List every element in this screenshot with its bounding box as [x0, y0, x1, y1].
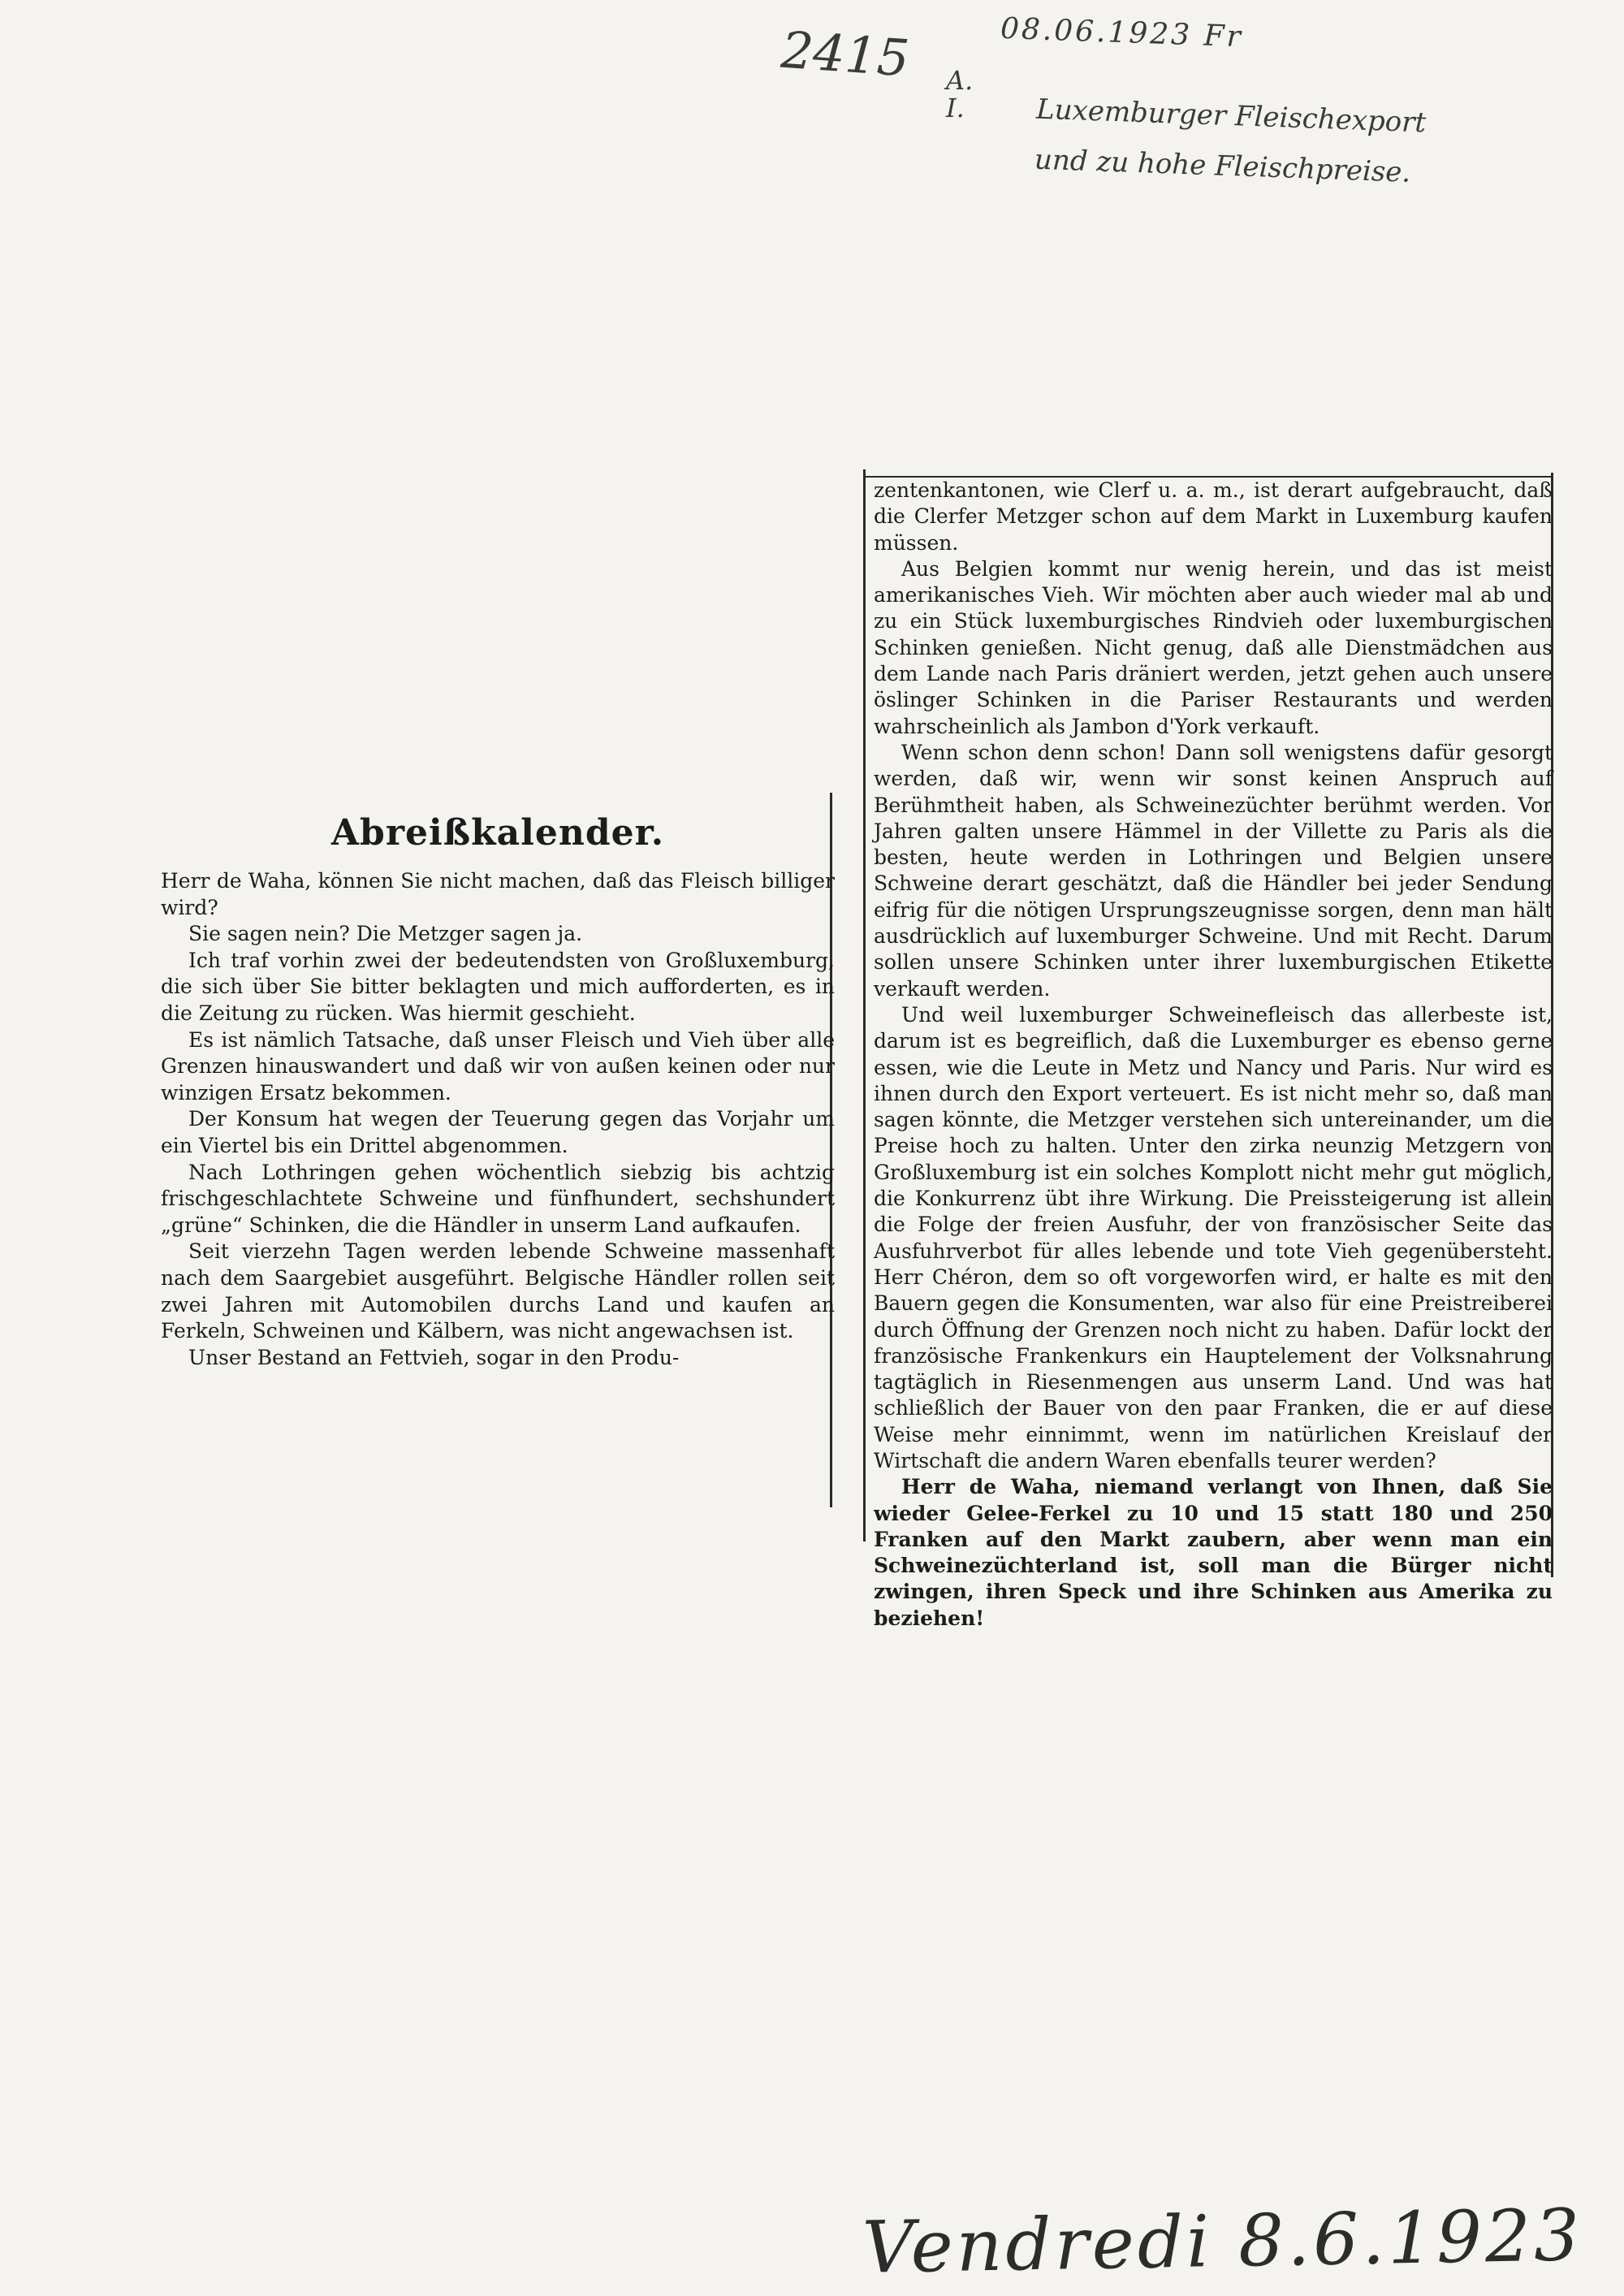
archive-number: 2415	[779, 19, 912, 89]
article-column-left	[161, 812, 835, 1371]
article-paragraph: Und weil luxemburger Schweinefleisch das allerbeste ist, darum ist es begreiflich, daß die Luxemburger es ebenso gerne essen, wie die Leute in Metz und Nancy und Paris. Nur wird es ihnen durch den Export verteuert. Es ist nicht mehr so, daß man sagen könnte, die Metzger verstehen sich untereinander, um die Preise hoch zu halten. Unter den zirka neunzig Metzgern von Großluxemburg ist ein solches Komplott nicht mehr gut möglich, die Konkurrenz übt ihre Wirkung. Die Preissteigerung ist allein die Folge der freien Ausfuhr, der von französischer Seite das Ausfuhrverbot für alles lebende und tote Vieh gegenübersteht. Herr Chéron, dem so oft vorgeworfen wird, er halte es mit den Bauern gegen die Konsumenten, war also für eine Preistreiberei durch Öffnung der Grenzen noch nicht zu haben. Dafür lockt der französische Frankenkurs ein Hauptelement der Volksnahrung tagtäglich in Riesenmengen aus unserm Land. Und was hat schließlich der Bauer von den paar Franken, die er auf diese Weise mehr einnimmt, wenn im natürlichen Kreislauf der Wirtschaft die andern Waren ebenfalls teurer werden?	[874, 1002, 1553, 1472]
footer-handwritten-date: Vendredi 8.6.1923	[862, 2193, 1583, 2290]
article-paragraph: Sie sagen nein? Die Metzger sagen ja.	[188, 922, 583, 946]
archive-mark: A. I.	[946, 65, 974, 123]
article-paragraph: Ich traf vorhin zwei der bedeutendsten von Großluxemburg, die sich über Sie bitter beklagten und mich aufforderten, es in die Zeitung zu rücken. Was hiermit geschieht.	[161, 948, 835, 1025]
column-rule-center	[863, 469, 866, 1541]
article-paragraph: Aus Belgien kommt nur wenig herein, und das ist meist amerikanisches Vieh. Wir möchten aber auch wieder mal ab und zu ein Stück luxemburgisches Rindvieh oder luxemburgischen Schinken genießen. Nicht genug, daß alle Dienstmädchen aus dem Lande nach Paris dräniert werden, jetzt gehen auch unsere öslinger Schinken in die Pariser Restaurants und werden wahrscheinlich als Jambon d'York verkauft.	[874, 556, 1553, 738]
archive-date: 08.06.1923 Fr	[1000, 11, 1244, 54]
archive-note: Luxemburger Fleischexport und zu hohe Fleischpreise.	[1034, 93, 1427, 189]
article-paragraph: Nach Lothringen gehen wöchentlich siebzig bis achtzig frischgeschlachtete Schweine und fünfhundert, sechshundert „grüne“ Schinken, die die Händler in unserm Land aufkaufen.	[161, 1160, 835, 1237]
article-paragraph: Seit vierzehn Tagen werden lebende Schweine massenhaft nach dem Saargebiet ausgeführt. Belgische Händler rollen seit zwei Jahren mit Automobilen durchs Land und kaufen an Ferkeln, Schweinen und Kälbern, was nicht angewachsen ist.	[161, 1239, 835, 1343]
article-paragraph: Wenn schon denn schon! Dann soll wenigstens dafür gesorgt werden, daß wir, wenn wir sonst keinen Anspruch auf Berühmtheit haben, als Schweinezüchter berühmt werden. Vor Jahren galten unsere Hämmel in der Villette zu Paris als die besten, heute werden in Lothringen und Belgien unsere Schweine derart geschätzt, daß die Händler bei jeder Sendung eifrig für die nötigen Ursprungszeugnisse sorgen, denn man hält ausdrücklich auf luxemburger Schweine. Und mit Recht. Darum sollen unsere Schinken unter ihrer luxemburgischen Etikette verkauft werden.	[874, 740, 1553, 1001]
article-headline: Abreißkalender.	[330, 812, 665, 854]
article-paragraph: Unser Bestand an Fettvieh, sogar in den Produ-	[188, 1345, 680, 1369]
article-closing-paragraph: Herr de Waha, niemand verlangt von Ihnen, daß Sie wieder Gelee-Ferkel zu 10 und 15 statt 180 und 250 Franken auf den Markt zaubern, aber wenn man ein Schweinezüchterland ist, soll man die Bürger nicht zwingen, ihren Speck und ihre Schinken aus Amerika zu beziehen!	[874, 1475, 1553, 1630]
article-column-right	[874, 478, 1553, 1632]
article-paragraph: Herr de Waha, können Sie nicht machen, daß das Fleisch billiger wird?	[161, 869, 835, 919]
article-paragraph: Es ist nämlich Tatsache, daß unser Fleisch und Vieh über alle Grenzen hinauswandert und daß wir von außen keinen oder nur winzigen Ersatz bekommen.	[161, 1027, 835, 1105]
article-paragraph: zentenkantonen, wie Clerf u. a. m., ist derart aufgebraucht, daß die Clerfer Metzger schon auf dem Markt in Luxemburg kaufen müssen.	[874, 478, 1553, 555]
article-paragraph: Der Konsum hat wegen der Teuerung gegen das Vorjahr um ein Viertel bis ein Drittel abgenommen.	[161, 1107, 835, 1157]
